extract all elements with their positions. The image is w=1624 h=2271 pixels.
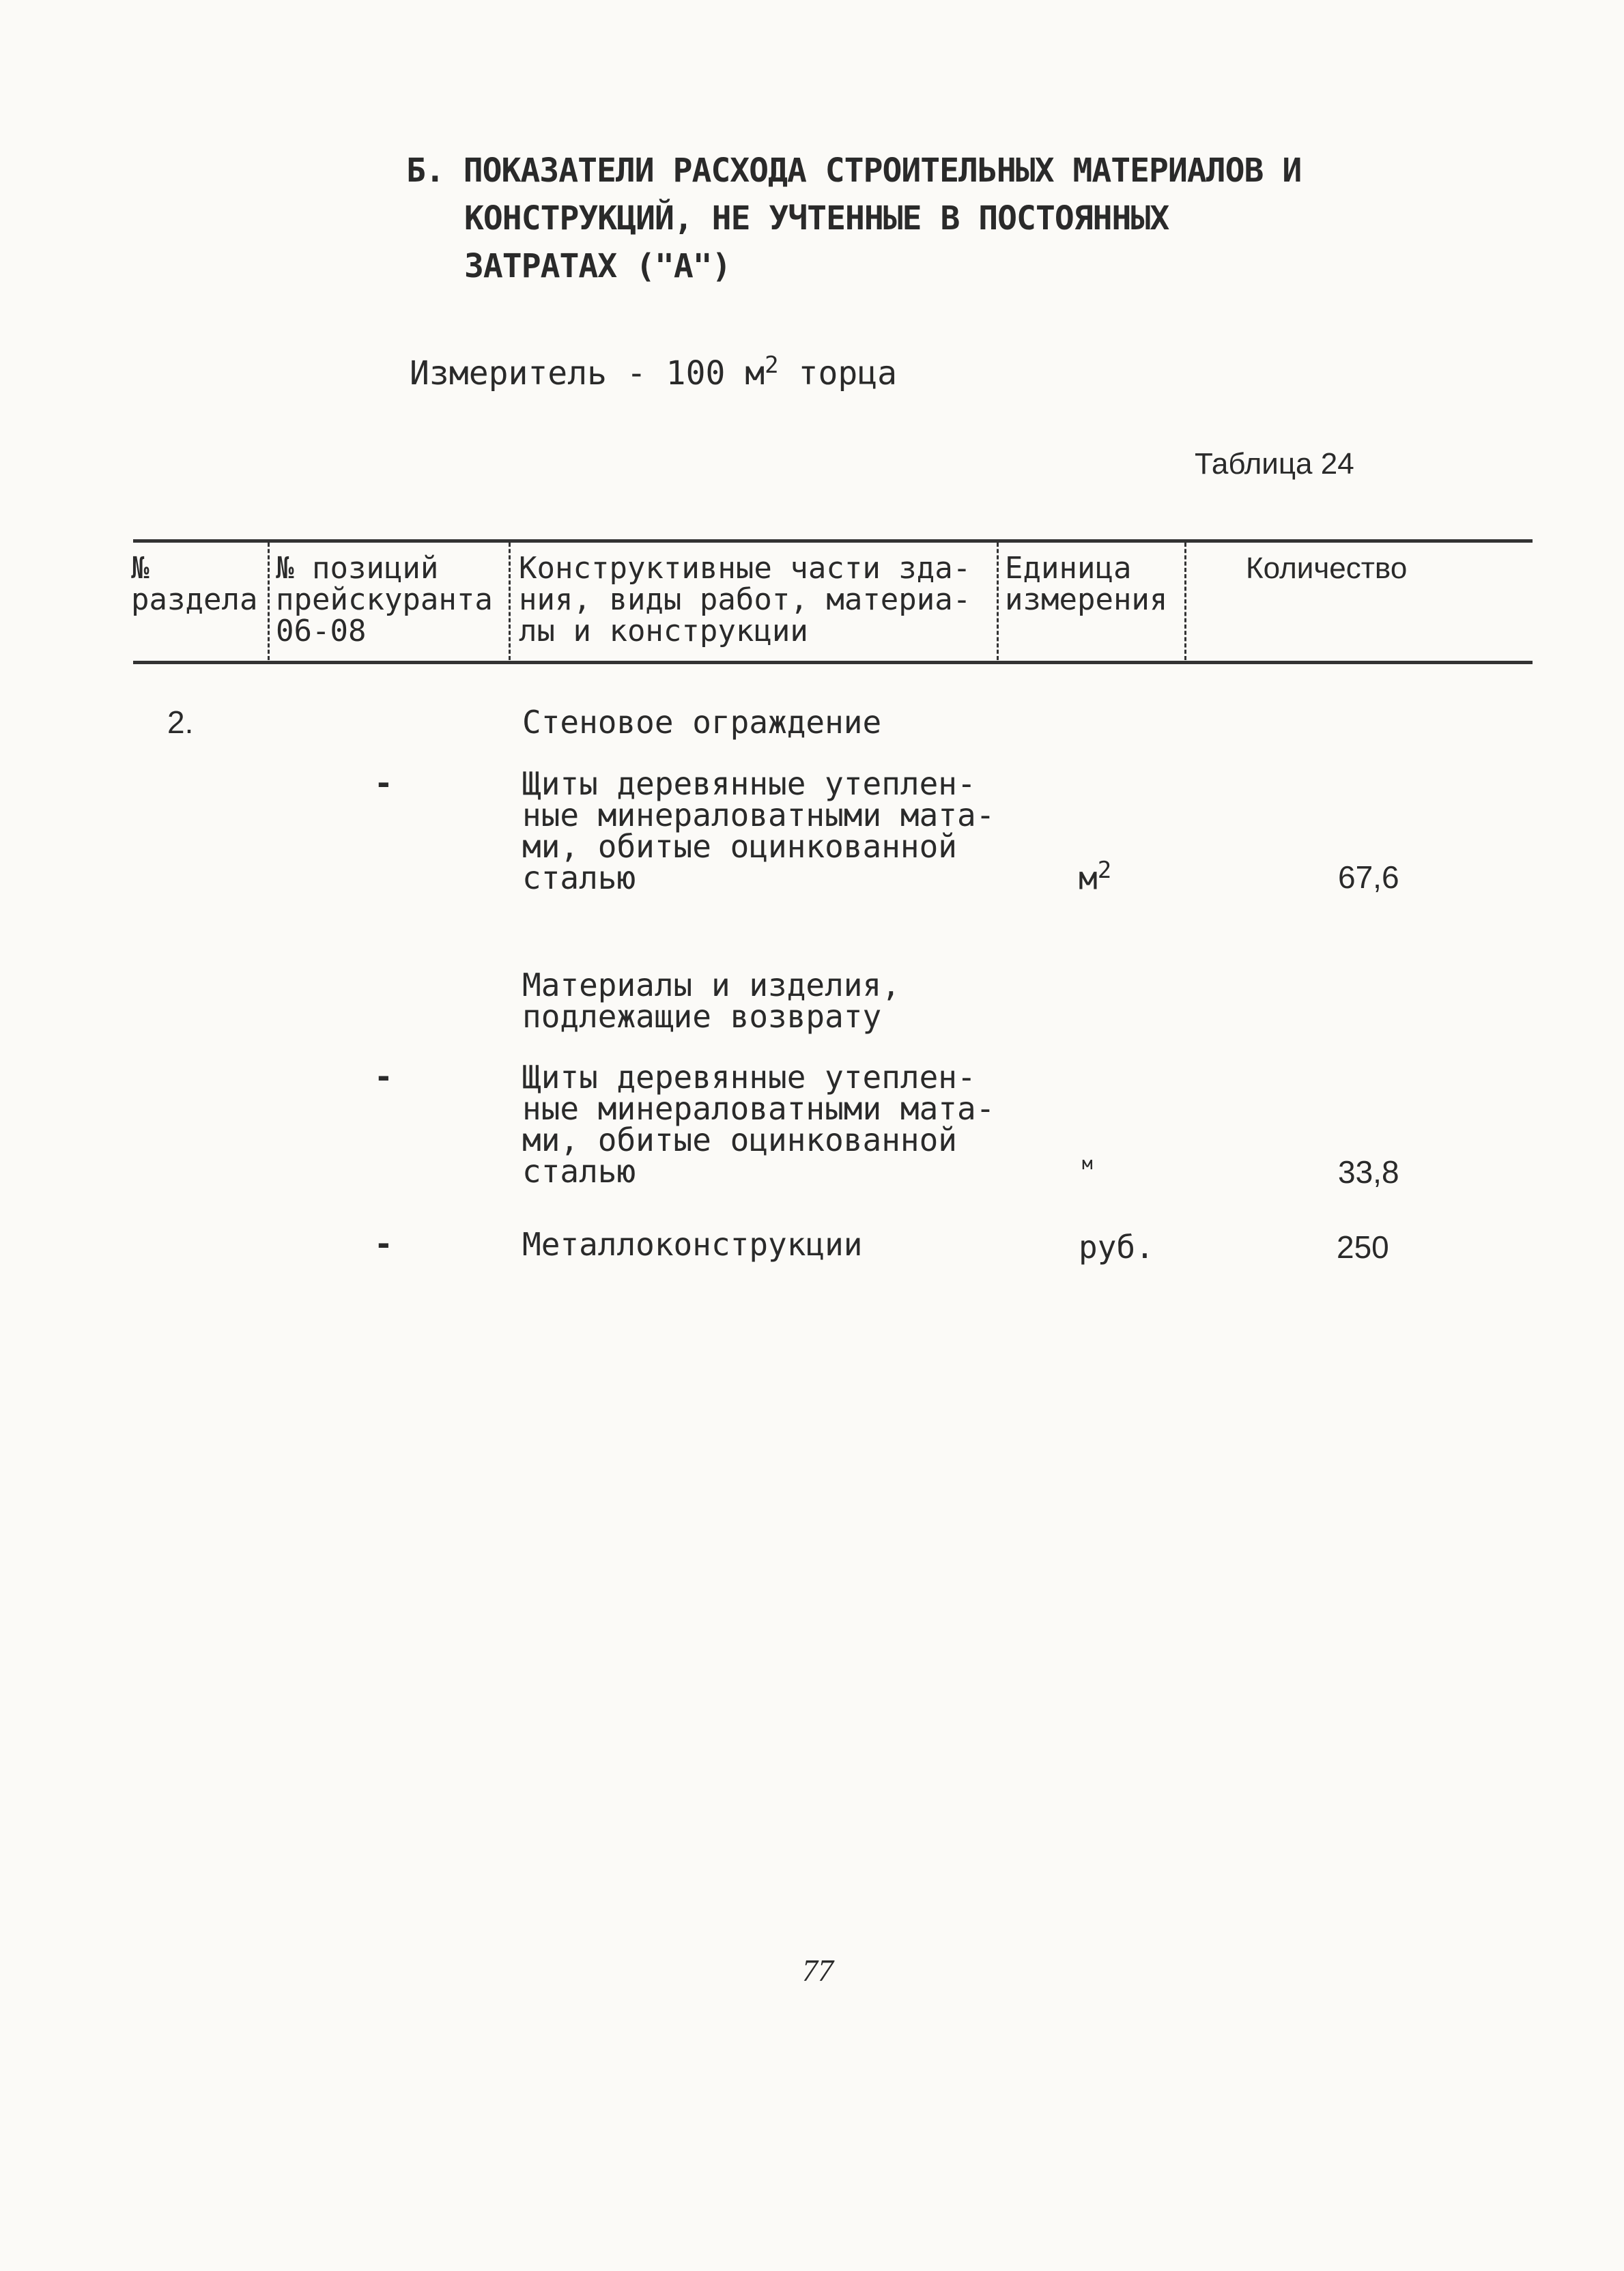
subtitle-line1: Материалы и изделия, [522,967,900,1003]
table-top-rule [133,539,1533,543]
page-number: 77 [802,1953,834,1988]
row2-line2: ные минераловатными мата- [522,1090,995,1127]
section-title: Стеновое ограждение [522,704,882,741]
header-col4-line2: измерения [1005,582,1168,617]
row3-quantity: 250 [1337,1229,1389,1265]
row1-unit [1079,857,1111,896]
row1-unit-text: м [1079,859,1098,897]
header-col2-line3: 06-08 [276,614,367,648]
measure-prefix: Измеритель - 100 м [410,354,765,392]
row2-quantity: 33,8 [1338,1154,1399,1190]
row1-line3: ми, обитые оцинкованной [522,828,957,865]
col-divider-3 [997,543,999,660]
row1-dash: - [374,765,393,801]
row1-line4: сталью [522,859,636,896]
heading-line-2: КОНСТРУКЦИЙ, НЕ УЧТЕННЫЕ В ПОСТОЯННЫХ [464,199,1169,238]
row1-description [522,765,995,896]
col-divider-2 [509,543,511,660]
table-number: Таблица 24 [1195,447,1354,481]
header-col-positions [276,553,493,647]
header-col3-line1: Конструктивные части зда- [519,551,971,586]
header-col2-line2: прейскуранта [276,582,493,617]
section-number: 2. [167,704,194,740]
row3-dash: - [374,1225,393,1262]
row3-description: Металлоконструкции [522,1226,863,1263]
header-col4-line1: Единица [1005,551,1132,586]
heading-line-3: ЗАТРАТАХ ("А") [464,247,731,285]
row1-unit-sup: 2 [1097,857,1112,884]
row1-line2: ные минераловатными мата- [522,797,995,833]
row2-description [522,1059,995,1190]
heading-line-1: Б. ПОКАЗАТЕЛИ РАСХОДА СТРОИТЕЛЬНЫХ МАТЕРИАЛОВ И [406,152,1302,190]
header-col1-line1: № [131,551,149,586]
col-divider-4 [1184,543,1186,660]
header-col-unit [1005,553,1167,616]
subtitle-line2: подлежащие возврату [522,998,882,1035]
row2-line3: ми, обитые оцинкованной [522,1122,957,1158]
row2-unit [1082,1154,1093,1174]
row1-line1: Щиты деревянные утеплен- [522,765,976,802]
row2-unit-text: м [1082,1154,1093,1174]
header-col-description [519,553,971,647]
row1-quantity: 67,6 [1338,859,1399,895]
header-col3-line3: лы и конструкции [519,614,808,648]
header-col1-line2: раздела [131,582,258,617]
row2-line1: Щиты деревянные утеплен- [522,1059,976,1096]
header-col-razdel [131,553,257,616]
returnable-subtitle [522,967,900,1035]
header-col2-line1: № позиций [276,551,439,586]
col-divider-1 [268,543,270,660]
table-header-bottom-rule [133,661,1533,664]
header-col3-line2: ния, виды работ, материа- [519,582,971,617]
row2-line4: сталью [522,1153,636,1190]
row2-dash: - [374,1058,393,1095]
header-col-quantity: Количество [1246,552,1408,585]
measure-suffix: торца [778,354,898,392]
measure-line [410,352,897,392]
row3-unit: руб. [1079,1229,1154,1266]
measure-sup: 2 [765,352,779,379]
